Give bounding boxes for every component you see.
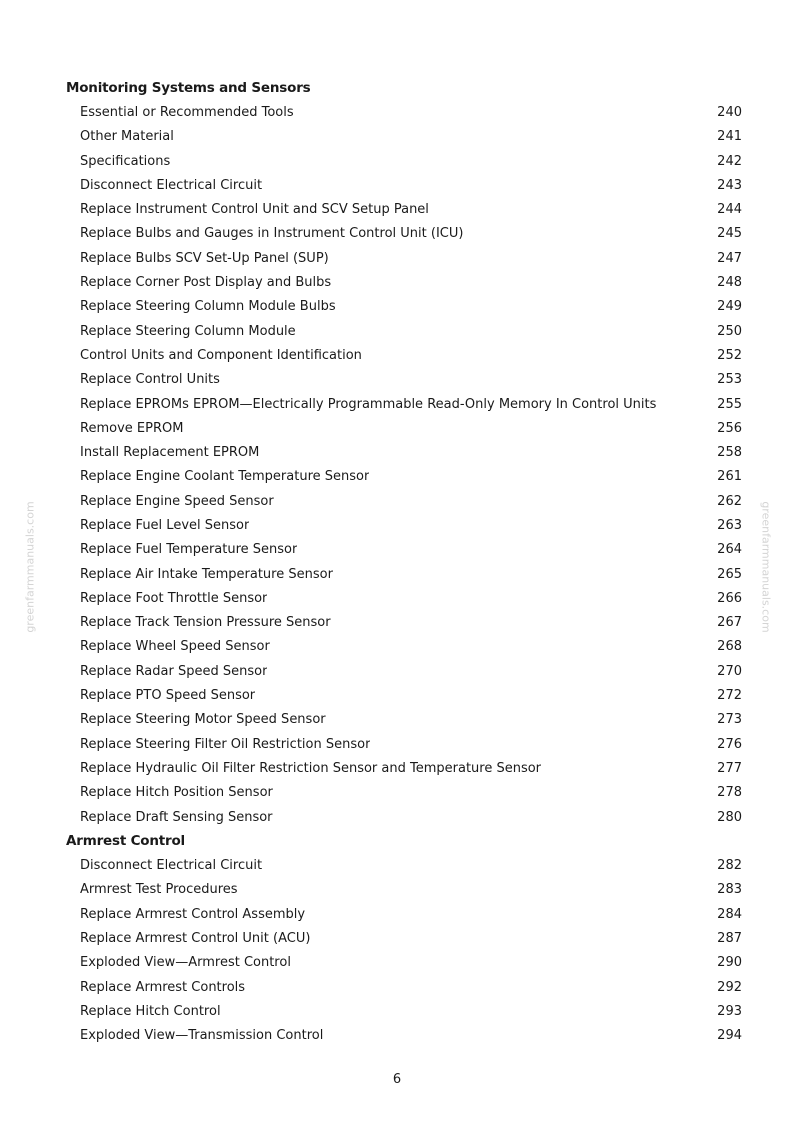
section-title: Monitoring Systems and Sensors bbox=[66, 80, 311, 96]
toc-entry-title: Replace Instrument Control Unit and SCV Setup Panel bbox=[80, 202, 429, 218]
toc-entry-page: 264 bbox=[717, 542, 742, 558]
toc-entry-page: 294 bbox=[717, 1028, 742, 1044]
toc-entry-title: Replace Armrest Controls bbox=[80, 979, 246, 995]
toc-entry-page: 276 bbox=[717, 736, 742, 752]
toc-entry-page: 252 bbox=[717, 347, 742, 363]
toc-entry[interactable] bbox=[66, 392, 742, 416]
toc-entry[interactable] bbox=[66, 246, 742, 270]
toc-entry-title: Replace Steering Column Module bbox=[80, 323, 296, 339]
toc-entry-page: 277 bbox=[717, 760, 742, 776]
toc-entry-page: 241 bbox=[717, 129, 742, 145]
toc-entry-title: Replace Hydraulic Oil Filter Restriction Sensor and Temperature Sensor bbox=[80, 760, 542, 776]
watermark-left: greenfarmmanuals.com bbox=[23, 501, 37, 633]
toc-entry-title: Replace Engine Speed Sensor bbox=[80, 493, 274, 509]
toc-entry[interactable] bbox=[66, 586, 742, 610]
toc-entry[interactable] bbox=[66, 635, 742, 659]
toc-entry-page: 273 bbox=[717, 712, 742, 728]
toc-entry[interactable] bbox=[66, 951, 742, 975]
toc-entry-page: 240 bbox=[717, 104, 742, 120]
toc-entry-page: 284 bbox=[717, 906, 742, 922]
toc-entry-title: Remove EPROM bbox=[80, 420, 184, 436]
toc-entry-title: Replace EPROMs EPROM—Electrically Programmable Read-Only Memory In Control Units bbox=[80, 396, 657, 412]
toc-entry-page: 265 bbox=[717, 566, 742, 582]
toc-entry-page: 278 bbox=[717, 785, 742, 801]
toc-entry-title: Replace Corner Post Display and Bulbs bbox=[80, 275, 332, 291]
toc-entry[interactable] bbox=[66, 100, 742, 124]
toc-entry-title: Replace Track Tension Pressure Sensor bbox=[80, 615, 331, 631]
toc-entry-title: Replace Radar Speed Sensor bbox=[80, 663, 268, 679]
toc-entry[interactable] bbox=[66, 319, 742, 343]
toc-entry[interactable] bbox=[66, 756, 742, 780]
toc-entry-page: 272 bbox=[717, 688, 742, 704]
toc-entry-page: 266 bbox=[717, 590, 742, 606]
toc-entry-page: 247 bbox=[717, 250, 742, 266]
toc-entry-page: 268 bbox=[717, 639, 742, 655]
toc-entry[interactable] bbox=[66, 270, 742, 294]
toc-entry-page: 244 bbox=[717, 202, 742, 218]
toc-entry-page: 245 bbox=[717, 226, 742, 242]
toc-entry-page: 293 bbox=[717, 1003, 742, 1019]
toc-entry-page: 282 bbox=[717, 858, 742, 874]
toc-entry-title: Disconnect Electrical Circuit bbox=[80, 177, 263, 193]
toc-entry-page: 249 bbox=[717, 299, 742, 315]
toc-entry[interactable] bbox=[66, 781, 742, 805]
toc-entry-page: 263 bbox=[717, 517, 742, 533]
toc-entry[interactable] bbox=[66, 465, 742, 489]
toc-entry-title: Other Material bbox=[80, 129, 174, 145]
toc-entry-title: Replace Air Intake Temperature Sensor bbox=[80, 566, 333, 582]
toc-entry-title: Essential or Recommended Tools bbox=[80, 104, 294, 120]
toc-entry-title: Install Replacement EPROM bbox=[80, 445, 260, 461]
toc-entry[interactable] bbox=[66, 125, 742, 149]
toc-entry[interactable] bbox=[66, 343, 742, 367]
toc-entry[interactable] bbox=[66, 708, 742, 732]
toc-entry-page: 255 bbox=[717, 396, 742, 412]
toc-entry-page: 287 bbox=[717, 931, 742, 947]
toc-entry[interactable] bbox=[66, 1024, 742, 1048]
toc-entry-page: 292 bbox=[717, 979, 742, 995]
toc-entry[interactable] bbox=[66, 222, 742, 246]
toc-entry-title: Exploded View—Armrest Control bbox=[80, 955, 291, 971]
toc-entry-title: Replace Control Units bbox=[80, 372, 220, 388]
toc-entry-page: 280 bbox=[717, 809, 742, 825]
toc-entry-title: Replace Wheel Speed Sensor bbox=[80, 639, 270, 655]
toc-entry-page: 250 bbox=[717, 323, 742, 339]
toc-entry-title: Exploded View—Transmission Control bbox=[80, 1028, 324, 1044]
toc-entry[interactable] bbox=[66, 611, 742, 635]
toc-entry-page: 290 bbox=[717, 955, 742, 971]
toc-entry-page: 262 bbox=[717, 493, 742, 509]
toc-entry[interactable] bbox=[66, 173, 742, 197]
toc-entry-page: 256 bbox=[717, 420, 742, 436]
toc-entry[interactable] bbox=[66, 902, 742, 926]
toc-entry-page: 242 bbox=[717, 153, 742, 169]
toc-entry[interactable] bbox=[66, 149, 742, 173]
page-number: 6 bbox=[392, 1072, 402, 1087]
toc-entry-title: Replace Steering Column Module Bulbs bbox=[80, 299, 336, 315]
toc-entry-page: 258 bbox=[717, 445, 742, 461]
toc-entry-page: 283 bbox=[717, 882, 742, 898]
toc-entry-title: Replace Foot Throttle Sensor bbox=[80, 590, 268, 606]
toc-entry-title: Replace Fuel Level Sensor bbox=[80, 517, 250, 533]
toc-entry[interactable] bbox=[66, 732, 742, 756]
toc-entry-page: 253 bbox=[717, 372, 742, 388]
toc-entry-title: Replace Bulbs SCV Set-Up Panel (SUP) bbox=[80, 250, 329, 266]
toc-entry-title: Replace Bulbs and Gauges in Instrument Control Unit (ICU) bbox=[80, 226, 464, 242]
toc-entry-page: 248 bbox=[717, 275, 742, 291]
toc-entry-page: 261 bbox=[717, 469, 742, 485]
toc-entry[interactable] bbox=[66, 999, 742, 1023]
toc-entry[interactable] bbox=[66, 878, 742, 902]
toc-entry-title: Replace Armrest Control Unit (ACU) bbox=[80, 931, 311, 947]
toc-entry-title: Armrest Test Procedures bbox=[80, 882, 238, 898]
toc-entry-title: Replace Draft Sensing Sensor bbox=[80, 809, 273, 825]
toc-entry-page: 270 bbox=[717, 663, 742, 679]
toc-entry[interactable] bbox=[66, 416, 742, 440]
toc-entry[interactable] bbox=[66, 295, 742, 319]
toc-entry[interactable] bbox=[66, 197, 742, 221]
toc-entry[interactable] bbox=[66, 513, 742, 537]
section-title: Armrest Control bbox=[66, 833, 185, 850]
toc-entry-title: Control Units and Component Identification bbox=[80, 347, 362, 363]
table-of-contents bbox=[66, 76, 742, 1048]
toc-entry-page: 243 bbox=[717, 177, 742, 193]
toc-entry-page: 267 bbox=[717, 615, 742, 631]
toc-entry[interactable] bbox=[66, 659, 742, 683]
toc-entry-title: Replace Fuel Temperature Sensor bbox=[80, 542, 298, 558]
toc-entry-title: Replace Hitch Position Sensor bbox=[80, 785, 273, 801]
toc-entry-title: Replace Hitch Control bbox=[80, 1003, 221, 1019]
toc-entry[interactable] bbox=[66, 975, 742, 999]
toc-entry[interactable] bbox=[66, 926, 742, 950]
toc-entry-title: Replace Steering Motor Speed Sensor bbox=[80, 712, 326, 728]
toc-entry[interactable] bbox=[66, 805, 742, 829]
toc-entry-title: Replace Steering Filter Oil Restriction Sensor bbox=[80, 736, 371, 752]
toc-entry-title: Specifications bbox=[80, 153, 171, 169]
toc-entry-title: Replace Armrest Control Assembly bbox=[80, 906, 306, 922]
toc-entry-title: Replace Engine Coolant Temperature Sensor bbox=[80, 469, 370, 485]
toc-entry[interactable] bbox=[66, 854, 742, 878]
toc-entry[interactable] bbox=[66, 538, 742, 562]
toc-entry[interactable] bbox=[66, 440, 742, 464]
watermark-right: greenfarmmanuals.com bbox=[759, 501, 773, 633]
toc-entry[interactable] bbox=[66, 489, 742, 513]
toc-entry-title: Disconnect Electrical Circuit bbox=[80, 858, 263, 874]
toc-entry-title: Replace PTO Speed Sensor bbox=[80, 688, 256, 704]
toc-entry[interactable] bbox=[66, 683, 742, 707]
toc-entry[interactable] bbox=[66, 368, 742, 392]
toc-entry[interactable] bbox=[66, 562, 742, 586]
